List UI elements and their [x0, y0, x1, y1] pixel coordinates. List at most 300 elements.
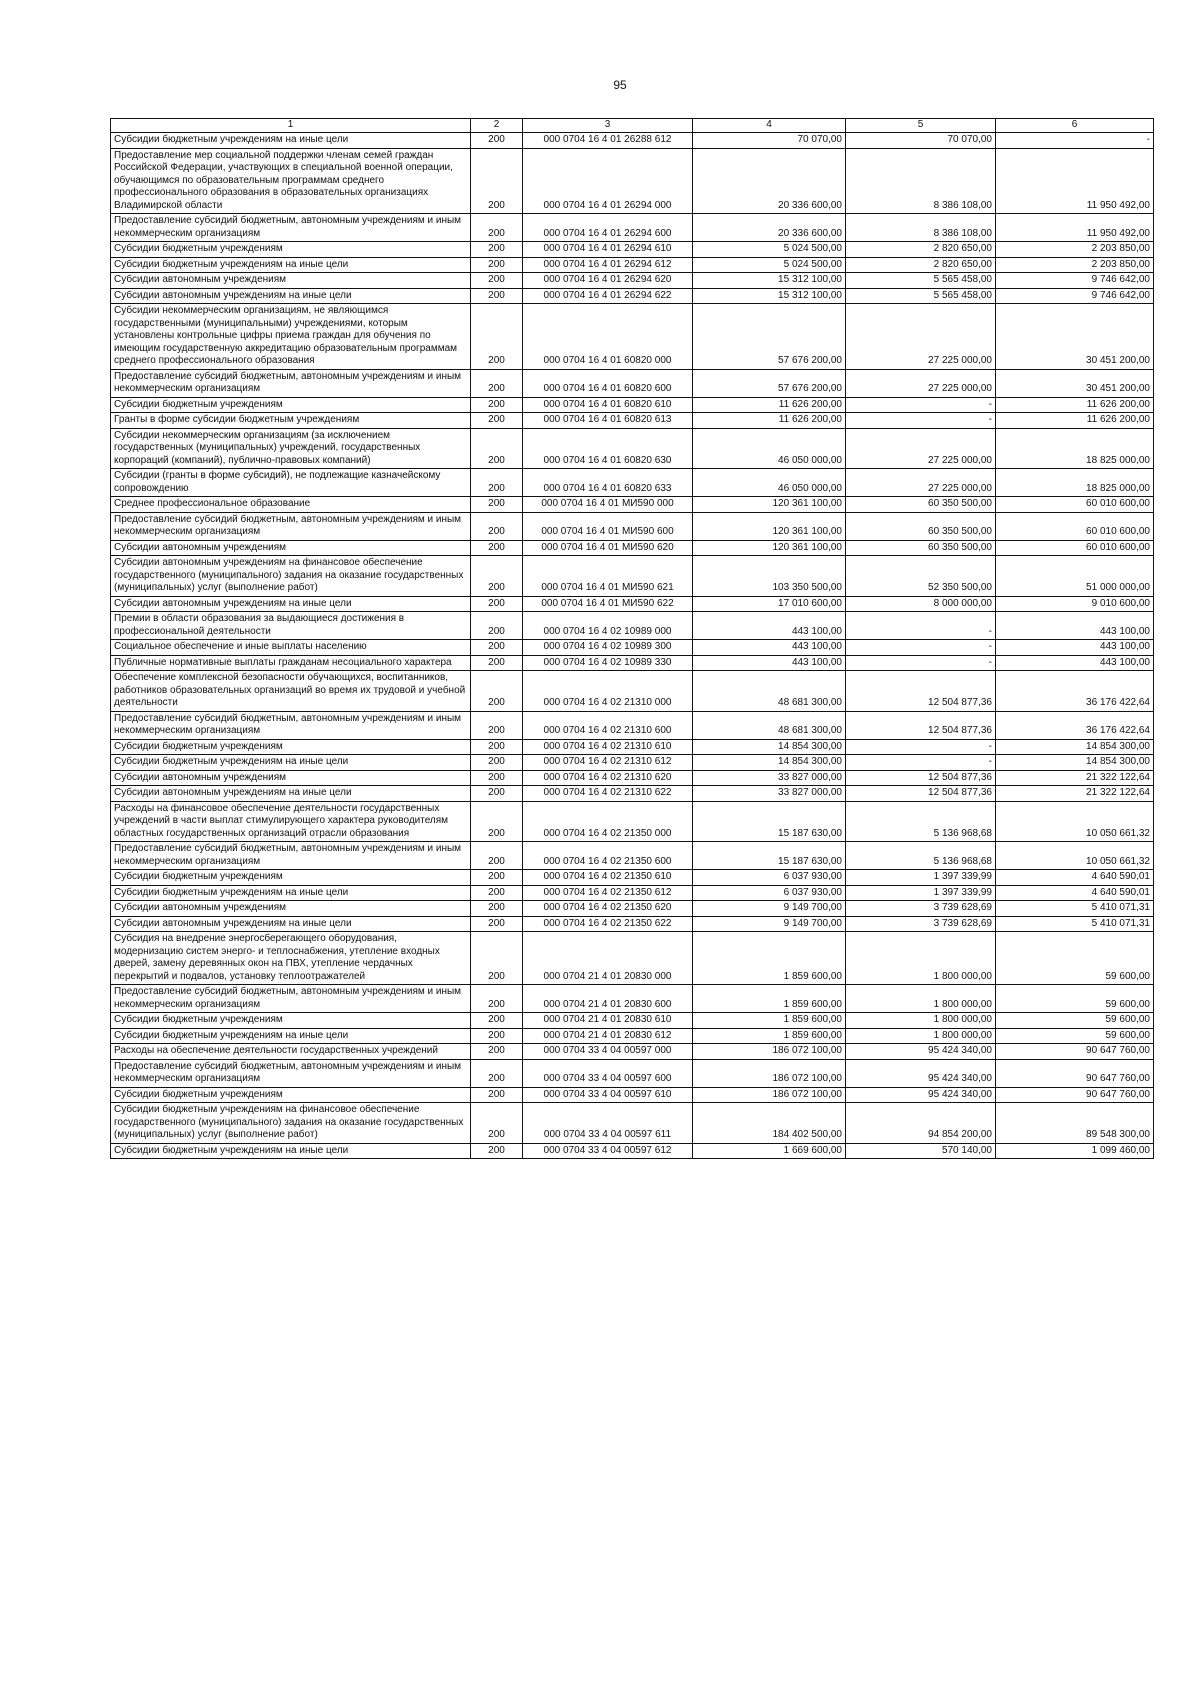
row-value-col4: 443 100,00 — [693, 612, 846, 640]
table-row — [111, 985, 1154, 1013]
row-admin-code: 200 — [471, 916, 523, 932]
row-value-col4: 46 050 000,00 — [693, 469, 846, 497]
row-budget-code: 000 0704 16 4 01 26294 620 — [523, 273, 693, 289]
row-admin-code: 200 — [471, 755, 523, 771]
row-value-col6: 10 050 661,32 — [996, 842, 1154, 870]
row-admin-code: 200 — [471, 932, 523, 985]
row-admin-code: 200 — [471, 1087, 523, 1103]
row-budget-code: 000 0704 16 4 02 21310 622 — [523, 786, 693, 802]
row-name: Субсидии автономным учреждениям на иные цели — [111, 596, 471, 612]
row-value-col5: 8 386 108,00 — [846, 214, 996, 242]
row-admin-code: 200 — [471, 1044, 523, 1060]
table-row — [111, 1044, 1154, 1060]
row-budget-code: 000 0704 16 4 01 26294 610 — [523, 242, 693, 258]
row-admin-code: 200 — [471, 556, 523, 597]
row-value-col4: 120 361 100,00 — [693, 540, 846, 556]
row-name: Среднее профессиональное образование — [111, 497, 471, 513]
row-budget-code: 000 0704 33 4 04 00597 000 — [523, 1044, 693, 1060]
row-value-col5: 5 565 458,00 — [846, 273, 996, 289]
row-value-col6: - — [996, 133, 1154, 149]
row-value-col6: 60 010 600,00 — [996, 512, 1154, 540]
row-budget-code: 000 0704 16 4 02 21310 612 — [523, 755, 693, 771]
row-admin-code: 200 — [471, 540, 523, 556]
row-budget-code: 000 0704 16 4 02 21350 610 — [523, 870, 693, 886]
column-header: 4 — [693, 119, 846, 133]
row-value-col5: - — [846, 397, 996, 413]
row-name: Субсидии автономным учреждениям на финансовое обеспечение государственного (муниципального) задания на оказание государственных (муниципальных) услуг (выполнение работ) — [111, 556, 471, 597]
row-admin-code: 200 — [471, 711, 523, 739]
row-admin-code: 200 — [471, 1013, 523, 1029]
table-row — [111, 428, 1154, 469]
row-value-col6: 18 825 000,00 — [996, 469, 1154, 497]
row-value-col6: 60 010 600,00 — [996, 497, 1154, 513]
row-admin-code: 200 — [471, 1059, 523, 1087]
row-name: Субсидии бюджетным учреждениям — [111, 1087, 471, 1103]
row-value-col4: 184 402 500,00 — [693, 1103, 846, 1144]
row-budget-code: 000 0704 16 4 02 10989 000 — [523, 612, 693, 640]
row-value-col6: 59 600,00 — [996, 1013, 1154, 1029]
row-value-col6: 5 410 071,31 — [996, 916, 1154, 932]
row-value-col5: - — [846, 612, 996, 640]
row-value-col6: 14 854 300,00 — [996, 755, 1154, 771]
row-value-col4: 120 361 100,00 — [693, 512, 846, 540]
row-value-col4: 443 100,00 — [693, 640, 846, 656]
table-row — [111, 512, 1154, 540]
row-name: Субсидии автономным учреждениям — [111, 273, 471, 289]
row-name: Предоставление субсидий бюджетным, автономным учреждениям и иным некоммерческим организациям — [111, 711, 471, 739]
table-row — [111, 413, 1154, 429]
row-admin-code: 200 — [471, 497, 523, 513]
row-value-col4: 9 149 700,00 — [693, 901, 846, 917]
row-admin-code: 200 — [471, 801, 523, 842]
row-value-col5: 12 504 877,36 — [846, 770, 996, 786]
row-budget-code: 000 0704 16 4 01 МИ590 600 — [523, 512, 693, 540]
row-name: Предоставление субсидий бюджетным, автономным учреждениям и иным некоммерческим организациям — [111, 842, 471, 870]
row-value-col5: 12 504 877,36 — [846, 671, 996, 712]
row-admin-code: 200 — [471, 304, 523, 370]
row-budget-code: 000 0704 16 4 02 21350 620 — [523, 901, 693, 917]
row-value-col6: 4 640 590,01 — [996, 885, 1154, 901]
table-row — [111, 770, 1154, 786]
row-budget-code: 000 0704 21 4 01 20830 610 — [523, 1013, 693, 1029]
table-row — [111, 901, 1154, 917]
row-value-col6: 443 100,00 — [996, 640, 1154, 656]
row-value-col6: 443 100,00 — [996, 655, 1154, 671]
row-budget-code: 000 0704 16 4 01 60820 630 — [523, 428, 693, 469]
row-admin-code: 200 — [471, 469, 523, 497]
table-row — [111, 133, 1154, 149]
row-value-col5: 70 070,00 — [846, 133, 996, 149]
row-value-col4: 33 827 000,00 — [693, 770, 846, 786]
row-budget-code: 000 0704 21 4 01 20830 000 — [523, 932, 693, 985]
page-number: 95 — [613, 78, 627, 92]
row-value-col5: - — [846, 413, 996, 429]
row-name: Субсидии автономным учреждениям — [111, 901, 471, 917]
table-row — [111, 1143, 1154, 1159]
row-admin-code: 200 — [471, 739, 523, 755]
row-value-col6: 90 647 760,00 — [996, 1087, 1154, 1103]
row-admin-code: 200 — [471, 288, 523, 304]
row-admin-code: 200 — [471, 428, 523, 469]
table-row — [111, 842, 1154, 870]
column-header: 1 — [111, 119, 471, 133]
row-budget-code: 000 0704 33 4 04 00597 612 — [523, 1143, 693, 1159]
row-value-col6: 89 548 300,00 — [996, 1103, 1154, 1144]
row-value-col6: 11 626 200,00 — [996, 397, 1154, 413]
row-value-col4: 15 312 100,00 — [693, 273, 846, 289]
row-value-col5: - — [846, 739, 996, 755]
row-admin-code: 200 — [471, 901, 523, 917]
table-row — [111, 540, 1154, 556]
table-row — [111, 273, 1154, 289]
row-value-col5: 1 800 000,00 — [846, 1028, 996, 1044]
row-value-col6: 60 010 600,00 — [996, 540, 1154, 556]
table-row — [111, 242, 1154, 258]
row-name: Предоставление мер социальной поддержки членам семей граждан Российской Федерации, участвующих в специальной военной операции, обучающимся по образовательным программам среднего профессионального образования в образовательных организациях Владимирской области — [111, 148, 471, 214]
row-value-col5: 1 397 339,99 — [846, 870, 996, 886]
row-admin-code: 200 — [471, 1143, 523, 1159]
row-value-col6: 443 100,00 — [996, 612, 1154, 640]
row-admin-code: 200 — [471, 786, 523, 802]
row-value-col6: 5 410 071,31 — [996, 901, 1154, 917]
row-budget-code: 000 0704 16 4 01 МИ590 620 — [523, 540, 693, 556]
row-value-col6: 9 010 600,00 — [996, 596, 1154, 612]
row-budget-code: 000 0704 16 4 02 10989 300 — [523, 640, 693, 656]
table-row — [111, 288, 1154, 304]
row-value-col6: 30 451 200,00 — [996, 304, 1154, 370]
row-value-col6: 90 647 760,00 — [996, 1059, 1154, 1087]
row-budget-code: 000 0704 16 4 01 26288 612 — [523, 133, 693, 149]
row-budget-code: 000 0704 16 4 01 60820 633 — [523, 469, 693, 497]
row-value-col4: 70 070,00 — [693, 133, 846, 149]
row-budget-code: 000 0704 21 4 01 20830 600 — [523, 985, 693, 1013]
row-value-col5: 8 386 108,00 — [846, 148, 996, 214]
row-value-col5: 5 136 968,68 — [846, 842, 996, 870]
row-value-col6: 36 176 422,64 — [996, 711, 1154, 739]
row-name: Предоставление субсидий бюджетным, автономным учреждениям и иным некоммерческим организациям — [111, 1059, 471, 1087]
row-value-col4: 20 336 600,00 — [693, 148, 846, 214]
row-budget-code: 000 0704 16 4 02 10989 330 — [523, 655, 693, 671]
table-row — [111, 148, 1154, 214]
row-budget-code: 000 0704 16 4 02 21350 612 — [523, 885, 693, 901]
row-value-col5: 95 424 340,00 — [846, 1087, 996, 1103]
row-budget-code: 000 0704 16 4 01 60820 600 — [523, 369, 693, 397]
row-admin-code: 200 — [471, 512, 523, 540]
row-value-col4: 57 676 200,00 — [693, 304, 846, 370]
row-budget-code: 000 0704 21 4 01 20830 612 — [523, 1028, 693, 1044]
table-row — [111, 1013, 1154, 1029]
row-admin-code: 200 — [471, 596, 523, 612]
row-admin-code: 200 — [471, 842, 523, 870]
row-admin-code: 200 — [471, 148, 523, 214]
row-value-col5: 27 225 000,00 — [846, 428, 996, 469]
row-admin-code: 200 — [471, 413, 523, 429]
row-value-col6: 11 950 492,00 — [996, 148, 1154, 214]
row-name: Премии в области образования за выдающиеся достижения в профессиональной деятельности — [111, 612, 471, 640]
row-name: Субсидии бюджетным учреждениям на иные цели — [111, 1028, 471, 1044]
row-value-col4: 5 024 500,00 — [693, 242, 846, 258]
row-budget-code: 000 0704 16 4 01 26294 600 — [523, 214, 693, 242]
row-value-col4: 1 859 600,00 — [693, 985, 846, 1013]
row-value-col4: 17 010 600,00 — [693, 596, 846, 612]
row-value-col5: 60 350 500,00 — [846, 540, 996, 556]
row-name: Субсидии некоммерческим организациям (за исключением государственных (муниципальных) учреждений, государственных корпораций (компаний), публично-правовых компаний) — [111, 428, 471, 469]
row-name: Субсидии (гранты в форме субсидий), не подлежащие казначейскому сопровождению — [111, 469, 471, 497]
row-name: Субсидии автономным учреждениям на иные цели — [111, 786, 471, 802]
row-value-col5: 1 397 339,99 — [846, 885, 996, 901]
row-name: Субсидии бюджетным учреждениям на финансовое обеспечение государственного (муниципального) задания на оказание государственных (муниципальных) услуг (выполнение работ) — [111, 1103, 471, 1144]
row-value-col6: 9 746 642,00 — [996, 273, 1154, 289]
table-row — [111, 556, 1154, 597]
row-value-col4: 57 676 200,00 — [693, 369, 846, 397]
table-row — [111, 497, 1154, 513]
row-budget-code: 000 0704 16 4 02 21310 600 — [523, 711, 693, 739]
row-value-col6: 30 451 200,00 — [996, 369, 1154, 397]
table-row — [111, 304, 1154, 370]
row-budget-code: 000 0704 16 4 02 21350 000 — [523, 801, 693, 842]
row-value-col5: 5 136 968,68 — [846, 801, 996, 842]
table-row — [111, 1028, 1154, 1044]
row-name: Обеспечение комплексной безопасности обучающихся, воспитанников, работников образовательных организаций во время их трудовой и учебной деятельности — [111, 671, 471, 712]
row-admin-code: 200 — [471, 257, 523, 273]
row-admin-code: 200 — [471, 870, 523, 886]
table-row — [111, 596, 1154, 612]
row-value-col4: 1 669 600,00 — [693, 1143, 846, 1159]
table-row — [111, 612, 1154, 640]
row-name: Субсидии автономным учреждениям — [111, 540, 471, 556]
row-value-col4: 15 312 100,00 — [693, 288, 846, 304]
row-name: Субсидии бюджетным учреждениям — [111, 1013, 471, 1029]
row-admin-code: 200 — [471, 1103, 523, 1144]
row-value-col4: 6 037 930,00 — [693, 885, 846, 901]
row-budget-code: 000 0704 16 4 01 МИ590 000 — [523, 497, 693, 513]
row-value-col5: 12 504 877,36 — [846, 786, 996, 802]
row-value-col4: 1 859 600,00 — [693, 1028, 846, 1044]
column-header: 3 — [523, 119, 693, 133]
row-value-col5: 95 424 340,00 — [846, 1059, 996, 1087]
row-value-col5: 8 000 000,00 — [846, 596, 996, 612]
row-admin-code: 200 — [471, 612, 523, 640]
row-budget-code: 000 0704 16 4 01 26294 622 — [523, 288, 693, 304]
row-value-col4: 1 859 600,00 — [693, 1013, 846, 1029]
row-value-col6: 2 203 850,00 — [996, 257, 1154, 273]
row-value-col4: 14 854 300,00 — [693, 755, 846, 771]
table-row — [111, 257, 1154, 273]
row-value-col4: 6 037 930,00 — [693, 870, 846, 886]
row-budget-code: 000 0704 16 4 02 21310 610 — [523, 739, 693, 755]
row-name: Субсидии некоммерческим организациям, не являющимся государственными (муниципальными) учреждениями, которым установлены контрольные цифры приема граждан для обучения по имеющим государственную аккредитацию образовательным программам среднего профессионального образования — [111, 304, 471, 370]
column-header: 2 — [471, 119, 523, 133]
row-value-col6: 51 000 000,00 — [996, 556, 1154, 597]
row-value-col6: 59 600,00 — [996, 932, 1154, 985]
row-budget-code: 000 0704 33 4 04 00597 610 — [523, 1087, 693, 1103]
table-row — [111, 755, 1154, 771]
row-name: Субсидии бюджетным учреждениям — [111, 242, 471, 258]
row-value-col4: 14 854 300,00 — [693, 739, 846, 755]
row-budget-code: 000 0704 16 4 01 МИ590 621 — [523, 556, 693, 597]
row-value-col4: 15 187 630,00 — [693, 801, 846, 842]
row-budget-code: 000 0704 16 4 02 21310 620 — [523, 770, 693, 786]
row-budget-code: 000 0704 33 4 04 00597 600 — [523, 1059, 693, 1087]
row-admin-code: 200 — [471, 273, 523, 289]
row-value-col5: 2 820 650,00 — [846, 242, 996, 258]
table-row — [111, 885, 1154, 901]
row-name: Предоставление субсидий бюджетным, автономным учреждениям и иным некоммерческим организациям — [111, 512, 471, 540]
row-value-col5: 12 504 877,36 — [846, 711, 996, 739]
row-value-col5: 3 739 628,69 — [846, 916, 996, 932]
row-name: Предоставление субсидий бюджетным, автономным учреждениям и иным некоммерческим организациям — [111, 214, 471, 242]
row-value-col6: 21 322 122,64 — [996, 786, 1154, 802]
row-admin-code: 200 — [471, 655, 523, 671]
row-budget-code: 000 0704 16 4 02 21350 622 — [523, 916, 693, 932]
row-value-col5: 60 350 500,00 — [846, 512, 996, 540]
row-value-col4: 186 072 100,00 — [693, 1059, 846, 1087]
row-budget-code: 000 0704 33 4 04 00597 611 — [523, 1103, 693, 1144]
row-budget-code: 000 0704 16 4 02 21350 600 — [523, 842, 693, 870]
row-value-col5: 1 800 000,00 — [846, 1013, 996, 1029]
row-value-col4: 48 681 300,00 — [693, 671, 846, 712]
row-value-col4: 33 827 000,00 — [693, 786, 846, 802]
row-value-col4: 11 626 200,00 — [693, 413, 846, 429]
row-value-col5: 60 350 500,00 — [846, 497, 996, 513]
row-value-col6: 1 099 460,00 — [996, 1143, 1154, 1159]
row-value-col4: 20 336 600,00 — [693, 214, 846, 242]
row-value-col5: 570 140,00 — [846, 1143, 996, 1159]
row-admin-code: 200 — [471, 985, 523, 1013]
table-row — [111, 671, 1154, 712]
table-row — [111, 469, 1154, 497]
row-value-col5: - — [846, 640, 996, 656]
table-row — [111, 640, 1154, 656]
row-value-col5: 1 800 000,00 — [846, 985, 996, 1013]
row-value-col4: 9 149 700,00 — [693, 916, 846, 932]
row-value-col6: 11 626 200,00 — [996, 413, 1154, 429]
row-value-col4: 11 626 200,00 — [693, 397, 846, 413]
row-value-col5: 52 350 500,00 — [846, 556, 996, 597]
row-value-col5: 94 854 200,00 — [846, 1103, 996, 1144]
row-budget-code: 000 0704 16 4 02 21310 000 — [523, 671, 693, 712]
row-value-col5: 95 424 340,00 — [846, 1044, 996, 1060]
column-header: 5 — [846, 119, 996, 133]
row-admin-code: 200 — [471, 671, 523, 712]
row-admin-code: 200 — [471, 640, 523, 656]
table-row — [111, 655, 1154, 671]
row-admin-code: 200 — [471, 133, 523, 149]
row-name: Субсидии бюджетным учреждениям — [111, 397, 471, 413]
row-value-col5: 1 800 000,00 — [846, 932, 996, 985]
row-name: Предоставление субсидий бюджетным, автономным учреждениям и иным некоммерческим организациям — [111, 369, 471, 397]
row-name: Субсидии бюджетным учреждениям — [111, 739, 471, 755]
row-admin-code: 200 — [471, 242, 523, 258]
row-name: Субсидии бюджетным учреждениям на иные цели — [111, 133, 471, 149]
budget-table — [110, 118, 1154, 1159]
row-budget-code: 000 0704 16 4 01 60820 610 — [523, 397, 693, 413]
table-row — [111, 711, 1154, 739]
table-row — [111, 916, 1154, 932]
table-row — [111, 932, 1154, 985]
row-value-col6: 14 854 300,00 — [996, 739, 1154, 755]
row-name: Субсидии бюджетным учреждениям — [111, 870, 471, 886]
row-value-col6: 36 176 422,64 — [996, 671, 1154, 712]
table-row — [111, 214, 1154, 242]
table-row — [111, 739, 1154, 755]
row-value-col4: 46 050 000,00 — [693, 428, 846, 469]
row-name: Субсидии бюджетным учреждениям на иные цели — [111, 257, 471, 273]
table-body — [111, 133, 1154, 1159]
row-name: Гранты в форме субсидии бюджетным учреждениям — [111, 413, 471, 429]
row-value-col6: 18 825 000,00 — [996, 428, 1154, 469]
row-budget-code: 000 0704 16 4 01 60820 613 — [523, 413, 693, 429]
row-value-col6: 4 640 590,01 — [996, 870, 1154, 886]
row-value-col4: 186 072 100,00 — [693, 1087, 846, 1103]
row-name: Субсидия на внедрение энергосберегающего оборудования, модернизацию систем энерго- и теплоснабжения, утепление входных дверей, замену деревянных окон на ПВХ, утепление чердачных перекрытий и подвалов, установку теплоотражателей — [111, 932, 471, 985]
column-header: 6 — [996, 119, 1154, 133]
row-value-col6: 10 050 661,32 — [996, 801, 1154, 842]
row-value-col6: 11 950 492,00 — [996, 214, 1154, 242]
table-row — [111, 369, 1154, 397]
table-row — [111, 786, 1154, 802]
row-admin-code: 200 — [471, 369, 523, 397]
row-name: Субсидии автономным учреждениям на иные цели — [111, 288, 471, 304]
row-name: Субсидии бюджетным учреждениям на иные цели — [111, 1143, 471, 1159]
row-value-col5: - — [846, 655, 996, 671]
row-admin-code: 200 — [471, 1028, 523, 1044]
row-value-col6: 59 600,00 — [996, 985, 1154, 1013]
row-value-col4: 15 187 630,00 — [693, 842, 846, 870]
row-admin-code: 200 — [471, 885, 523, 901]
row-value-col4: 103 350 500,00 — [693, 556, 846, 597]
table-row — [111, 1103, 1154, 1144]
row-value-col6: 90 647 760,00 — [996, 1044, 1154, 1060]
row-admin-code: 200 — [471, 770, 523, 786]
row-value-col5: 3 739 628,69 — [846, 901, 996, 917]
row-value-col4: 5 024 500,00 — [693, 257, 846, 273]
row-name: Субсидии автономным учреждениям на иные цели — [111, 916, 471, 932]
table-header-row — [111, 119, 1154, 133]
row-name: Предоставление субсидий бюджетным, автономным учреждениям и иным некоммерческим организациям — [111, 985, 471, 1013]
row-value-col4: 443 100,00 — [693, 655, 846, 671]
row-value-col4: 186 072 100,00 — [693, 1044, 846, 1060]
row-budget-code: 000 0704 16 4 01 26294 612 — [523, 257, 693, 273]
row-value-col5: 27 225 000,00 — [846, 304, 996, 370]
row-name: Субсидии автономным учреждениям — [111, 770, 471, 786]
table-row — [111, 1059, 1154, 1087]
row-value-col6: 9 746 642,00 — [996, 288, 1154, 304]
row-name: Субсидии бюджетным учреждениям на иные цели — [111, 885, 471, 901]
row-budget-code: 000 0704 16 4 01 МИ590 622 — [523, 596, 693, 612]
row-name: Субсидии бюджетным учреждениям на иные цели — [111, 755, 471, 771]
row-value-col5: - — [846, 755, 996, 771]
table-row — [111, 870, 1154, 886]
row-value-col4: 48 681 300,00 — [693, 711, 846, 739]
row-admin-code: 200 — [471, 214, 523, 242]
row-budget-code: 000 0704 16 4 01 60820 000 — [523, 304, 693, 370]
table-row — [111, 1087, 1154, 1103]
row-name: Расходы на финансовое обеспечение деятельности государственных учреждений в части выплат стимулирующего характера руководителям областных государственных организаций отрасли образования — [111, 801, 471, 842]
row-value-col6: 21 322 122,64 — [996, 770, 1154, 786]
row-value-col5: 27 225 000,00 — [846, 369, 996, 397]
row-name: Социальное обеспечение и иные выплаты населению — [111, 640, 471, 656]
row-name: Публичные нормативные выплаты гражданам несоциального характера — [111, 655, 471, 671]
row-name: Расходы на обеспечение деятельности государственных учреждений — [111, 1044, 471, 1060]
row-value-col4: 1 859 600,00 — [693, 932, 846, 985]
row-value-col4: 120 361 100,00 — [693, 497, 846, 513]
row-value-col6: 59 600,00 — [996, 1028, 1154, 1044]
row-budget-code: 000 0704 16 4 01 26294 000 — [523, 148, 693, 214]
row-value-col5: 2 820 650,00 — [846, 257, 996, 273]
row-admin-code: 200 — [471, 397, 523, 413]
row-value-col6: 2 203 850,00 — [996, 242, 1154, 258]
